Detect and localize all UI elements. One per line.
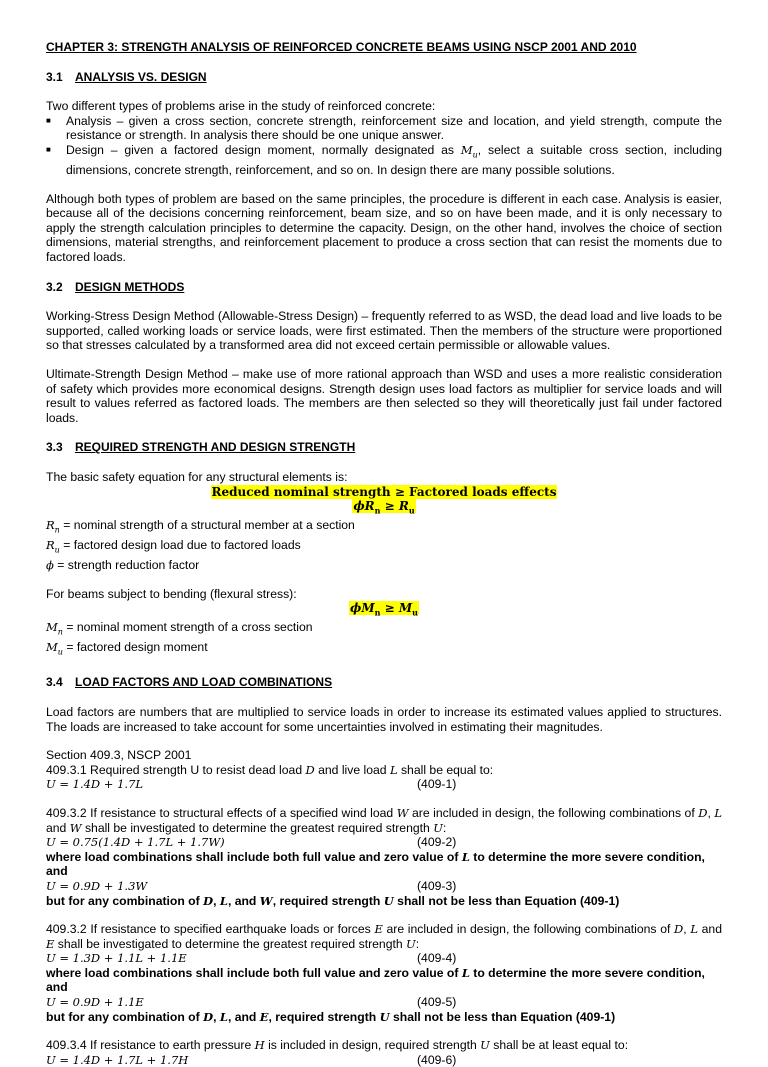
definition-line: $R_n$ = nominal strength of a structural member at a section xyxy=(46,518,355,535)
paragraph: The basic safety equation for any structural elements is: xyxy=(46,469,348,484)
section-title: LOAD FACTORS AND LOAD COMBINATIONS xyxy=(75,675,333,690)
paragraph: Ultimate-Strength Design Method – make use of more rational approach than WSD and uses a more realistic consideration of safety which provides more economical designs. Strength design uses load factors as multiplier for service loads and will result to values referred as factored loads. The members are then selected so they will theoretically just fail under factored loads. xyxy=(46,366,722,425)
bullet-square-icon: ■ xyxy=(46,115,51,125)
clause: 409.3.4 If resistance to earth pressure H is included in design, required strength U shall be at least equal to: xyxy=(46,1038,629,1053)
equation-row: U = 0.9D + 1.3W (409-3) xyxy=(46,878,457,893)
section-3-3-heading xyxy=(46,440,722,455)
clause: where load combinations shall include both full value and zero value of L to determine the more severe condition, and xyxy=(46,849,705,879)
highlighted-equation: $\phi M_n \ge M_u$ xyxy=(350,601,418,618)
definition-line: ϕ = strength reduction factor xyxy=(46,558,200,573)
section-reference: Section 409.3, NSCP 2001 xyxy=(46,748,192,763)
section-title: DESIGN METHODS xyxy=(75,279,185,294)
definition-line: $M_n$ = nominal moment strength of a cross section xyxy=(46,620,313,637)
clause: 409.3.2 If resistance to specified earthquake loads or forces E are included in design, the following combinations of D, L and E shall be investigated to determine the greatest required strength U: xyxy=(46,922,722,951)
paragraph: Working-Stress Design Method (Allowable-Stress Design) – frequently referred to as WSD, the dead load and live loads to be supported, called working loads or service loads, were first estimated. Then the members of the structure were proportioned so that stresses calculated by a transformed area did not exceed certain permissible or allowable values. xyxy=(46,309,722,353)
paragraph: Although both types of problem are based on the same principles, the procedure is different in each case. Analysis is easier, because all of the decisions concerning reinforcement, beam size, and so on have been made, and it is only necessary to apply the strength calculation principles to determine the capacity. Design, on the other hand, involves the choice of section dimensions, material strengths, and reinforcement placement to produce a cross section that can resist the moments due to factored loads. xyxy=(46,191,722,264)
clause: 409.3.2 If resistance to structural effects of a specified wind load W are included in design, the following combinations of D, L and W shall be investigated to determine the greatest required strength U: xyxy=(46,805,723,835)
bullet-item xyxy=(46,114,722,143)
chapter-title: CHAPTER 3: STRENGTH ANALYSIS OF REINFORCED CONCRETE BEAMS USING NSCP 2001 AND 2010 xyxy=(46,40,637,54)
section-3-2-heading xyxy=(46,280,722,295)
definition-line: $M_u$ = factored design moment xyxy=(46,640,208,657)
clause: where load combinations shall include both full value and zero value of L to determine the more severe condition, and xyxy=(46,965,705,995)
paragraph: For beams subject to bending (flexural stress): xyxy=(46,586,297,601)
bullet-item xyxy=(46,143,722,178)
highlighted-equation: $\phi R_n \ge R_u$ xyxy=(353,499,415,516)
clause: 409.3.1 Required strength U to resist dead load D and live load L shall be equal to: xyxy=(46,762,494,777)
equation-row: U = 1.4D + 1.7L + 1.7H (409-6) xyxy=(46,1052,457,1067)
clause: but for any combination of D, L, and W, required strength U shall not be less than Equation (409-1) xyxy=(46,893,620,908)
section-title: REQUIRED STRENGTH AND DESIGN STRENGTH xyxy=(75,440,356,455)
section-number: 3.1 xyxy=(46,69,63,84)
paragraph: Load factors are numbers that are multiplied to service loads in order to increase its estimated values applied to structures. The loads are increased to take account for some uncertainties involved in estimating their magnitudes. xyxy=(46,704,722,734)
equation-row: U = 1.4D + 1.7L (409-1) xyxy=(46,777,457,792)
paragraph: Two different types of problems arise in the study of reinforced concrete: xyxy=(46,99,436,114)
section-number: 3.4 xyxy=(46,675,63,690)
highlighted-equation: Reduced nominal strength ≥ Factored loads effects xyxy=(211,484,557,499)
document-page xyxy=(46,40,722,1067)
bullet-square-icon: ■ xyxy=(46,144,51,154)
equation-row: U = 1.3D + 1.1L + 1.1E (409-4) xyxy=(46,951,457,966)
section-number: 3.3 xyxy=(46,440,63,455)
bullet-text: Design – given a factored design moment, normally designated as $M_u$, select a suitable cross section, including dimensions, concrete strength, reinforcement, and so on. In design there are many possible solutions. xyxy=(66,142,722,177)
section-title: ANALYSIS VS. DESIGN xyxy=(75,69,207,84)
bullet-text: Analysis – given a cross section, concrete strength, reinforcement size and location, and yield strength, compute the resistance or strength. In analysis there should be one unique answer. xyxy=(66,113,722,143)
definition-line: $R_u$ = factored design load due to factored loads xyxy=(46,538,301,555)
clause: but for any combination of D, L, and E, required strength U shall not be less than Equation (409-1) xyxy=(46,1009,616,1024)
equation-row: U = 0.75(1.4D + 1.7L + 1.7W) (409-2) xyxy=(46,835,457,850)
section-3-4-heading xyxy=(46,675,722,690)
section-3-1-heading xyxy=(46,70,722,85)
equation-row: U = 0.9D + 1.1E (409-5) xyxy=(46,995,457,1010)
section-number: 3.2 xyxy=(46,279,63,294)
